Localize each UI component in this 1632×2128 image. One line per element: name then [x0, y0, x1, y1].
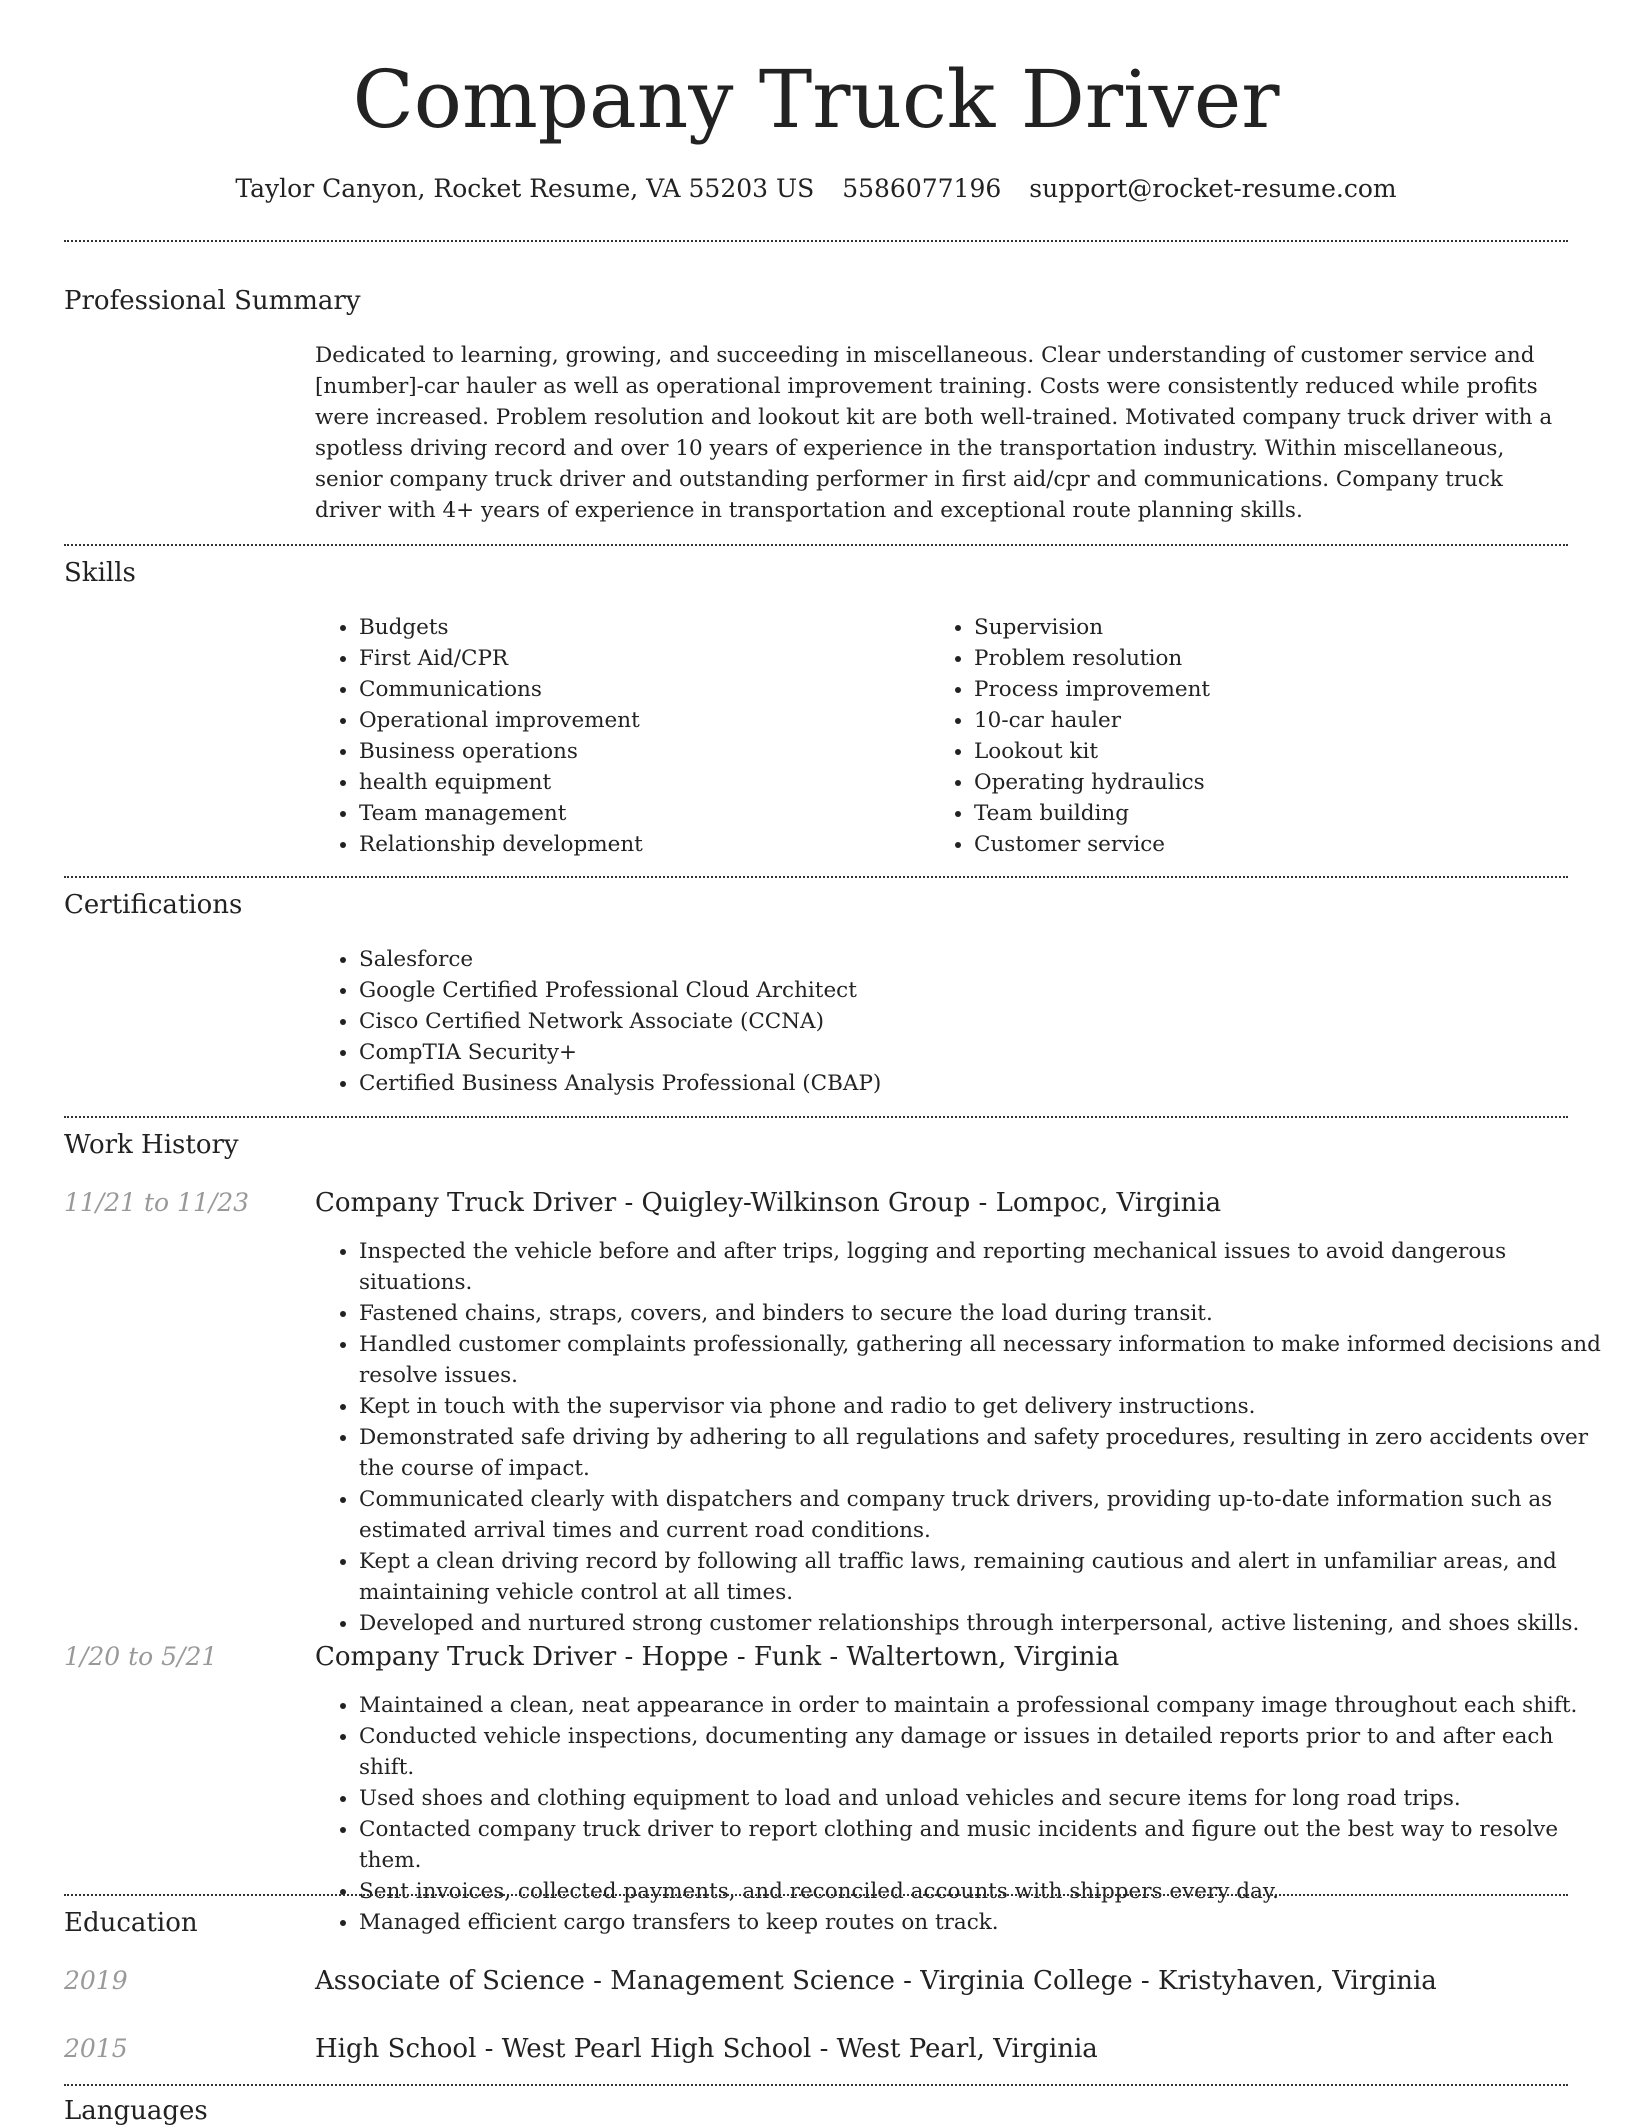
- skill-item: • Operational improvement: [359, 705, 929, 736]
- work-history-heading: Work History: [64, 1130, 239, 1160]
- job-dates: 1/20 to 5/21: [64, 1642, 218, 1671]
- certification-item: • Certified Business Analysis Professional (CBAP): [359, 1068, 1559, 1099]
- education-heading-line: High School - West Pearl High School - West Pearl, Virginia: [315, 2034, 1098, 2064]
- job-bullet: • Fastened chains, straps, covers, and binders to secure the load during transit.: [359, 1298, 1612, 1329]
- skill-item: • First Aid/CPR: [359, 643, 929, 674]
- skills-list-left: [315, 612, 929, 860]
- contact-line: [64, 172, 1568, 206]
- job-dates: 11/21 to 11/23: [64, 1188, 250, 1217]
- resume-name: Company Truck Driver: [352, 53, 1280, 146]
- education-heading: Education: [64, 1908, 198, 1938]
- job-bullet: • Developed and nurtured strong customer relationships through interpersonal, active listening, and shoes skills.: [359, 1608, 1612, 1639]
- skill-item: • Problem resolution: [974, 643, 1574, 674]
- certification-item: • CompTIA Security+: [359, 1037, 1559, 1068]
- job-bullets: [315, 1236, 1612, 1639]
- divider: [64, 240, 1568, 242]
- divider: [64, 1116, 1568, 1118]
- certification-item: • Cisco Certified Network Associate (CCNA): [359, 1006, 1559, 1037]
- skill-item: • Budgets: [359, 612, 929, 643]
- education-heading-line: Associate of Science - Management Science - Virginia College - Kristyhaven, Virginia: [315, 1966, 1437, 1996]
- skill-item: • Business operations: [359, 736, 929, 767]
- job-bullet: • Conducted vehicle inspections, documenting any damage or issues in detailed reports prior to and after each shift.: [359, 1721, 1612, 1783]
- skill-item: • Team building: [974, 798, 1574, 829]
- job-bullet: • Used shoes and clothing equipment to load and unload vehicles and secure items for long road trips.: [359, 1783, 1612, 1814]
- job-bullet: • Inspected the vehicle before and after trips, logging and reporting mechanical issues to avoid dangerous situations.: [359, 1236, 1612, 1298]
- job-bullet: • Communicated clearly with dispatchers and company truck drivers, providing up-to-date information such as estimated arrival times and current road conditions.: [359, 1484, 1612, 1546]
- summary-text: Dedicated to learning, growing, and succeeding in miscellaneous. Clear understanding of customer service and [number]-car hauler as well as operational improvement training. Costs were consistently reduced while profits were increased. Problem resolution and lookout kit are both well-trained. Motivated company truck driver with a spotless driving record and over 10 years of experience in the transportation industry. Within miscellaneous, senior company truck driver and outstanding performer in first aid/cpr and communications. Company truck driver with 4+ years of experience in transportation and exceptional route planning skills.: [315, 343, 1553, 523]
- skill-item: • Operating hydraulics: [974, 767, 1574, 798]
- job-bullets: [315, 1690, 1612, 1938]
- job-bullet: • Demonstrated safe driving by adhering to all regulations and safety procedures, resulting in zero accidents over the course of impact.: [359, 1422, 1612, 1484]
- divider: [64, 1894, 1568, 1896]
- job-heading: Company Truck Driver - Hoppe - Funk - Waltertown, Virginia: [315, 1642, 1120, 1672]
- contact-phone: 5586077196: [842, 174, 1002, 203]
- skill-item: • Lookout kit: [974, 736, 1574, 767]
- skill-item: • Communications: [359, 674, 929, 705]
- skill-item: • Supervision: [974, 612, 1574, 643]
- certifications-heading: Certifications: [64, 890, 243, 920]
- job-bullet: • Handled customer complaints professionally, gathering all necessary information to make informed decisions and resolve issues.: [359, 1329, 1612, 1391]
- education-year: 2019: [64, 1966, 128, 1995]
- job-bullet: • Contacted company truck driver to report clothing and music incidents and figure out the best way to resolve them.: [359, 1814, 1612, 1876]
- summary-heading: Professional Summary: [64, 286, 361, 316]
- skills-list-right: [930, 612, 1574, 860]
- skill-item: • Relationship development: [359, 829, 929, 860]
- job-bullet: • Kept in touch with the supervisor via phone and radio to get delivery instructions.: [359, 1391, 1612, 1422]
- contact-email[interactable]: support@rocket-resume.com: [1029, 174, 1397, 203]
- certification-item: • Google Certified Professional Cloud Architect: [359, 975, 1559, 1006]
- job-bullet: • Kept a clean driving record by following all traffic laws, remaining cautious and alert in unfamiliar areas, and maintaining vehicle control at all times.: [359, 1546, 1612, 1608]
- certifications-list: [315, 944, 1559, 1099]
- certification-item: • Salesforce: [359, 944, 1559, 975]
- job-bullet: • Sent invoices, collected payments, and reconciled accounts with shippers every day.: [359, 1876, 1612, 1907]
- skill-item: • Team management: [359, 798, 929, 829]
- job-bullet: • Maintained a clean, neat appearance in order to maintain a professional company image throughout each shift.: [359, 1690, 1612, 1721]
- skill-item: • 10-car hauler: [974, 705, 1574, 736]
- languages-heading: Languages: [64, 2096, 208, 2126]
- contact-address: Taylor Canyon, Rocket Resume, VA 55203 US: [235, 174, 815, 203]
- skill-item: • health equipment: [359, 767, 929, 798]
- skill-item: • Process improvement: [974, 674, 1574, 705]
- divider: [64, 876, 1568, 878]
- skill-item: • Customer service: [974, 829, 1574, 860]
- divider: [64, 544, 1568, 546]
- job-bullet: • Managed efficient cargo transfers to keep routes on track.: [359, 1907, 1612, 1938]
- job-heading: Company Truck Driver - Quigley-Wilkinson Group - Lompoc, Virginia: [315, 1188, 1222, 1218]
- education-year: 2015: [64, 2034, 128, 2063]
- skills-heading: Skills: [64, 558, 136, 588]
- divider: [64, 2084, 1568, 2086]
